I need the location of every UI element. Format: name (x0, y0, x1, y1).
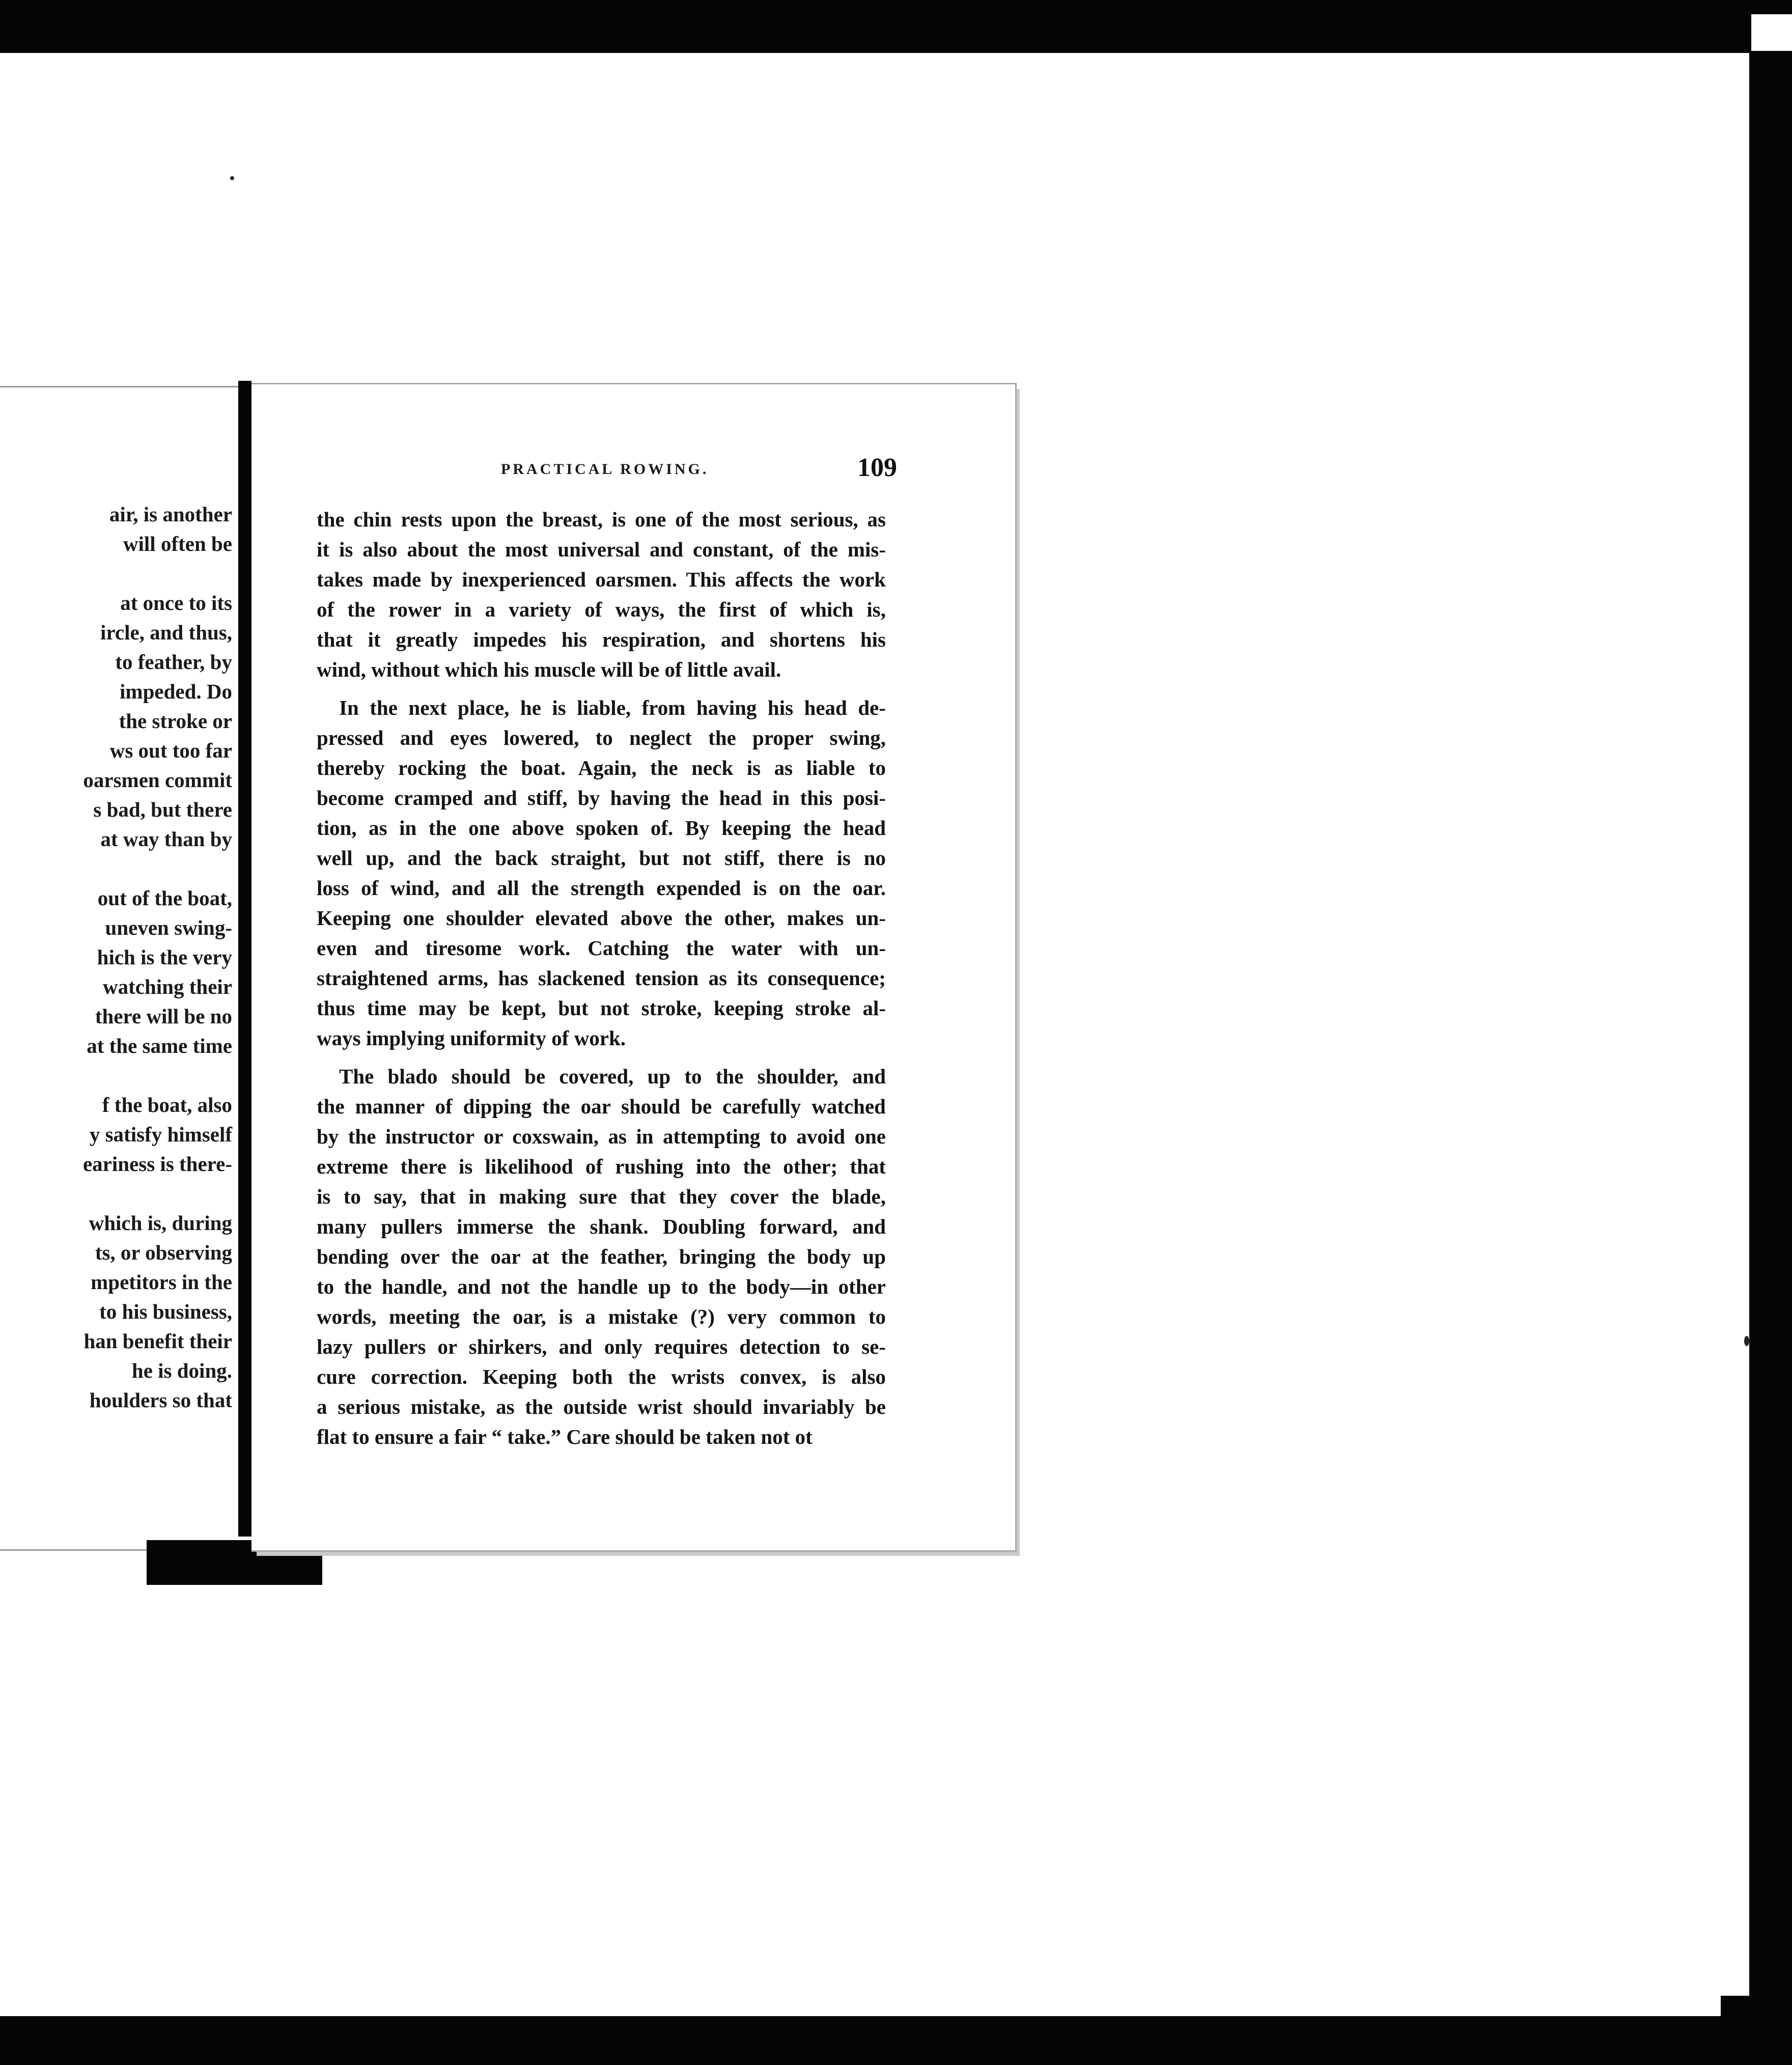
text-line: pressed and eyes lowered, to neglect the proper swing, (317, 726, 886, 749)
text-line: by the instructor or coxswain, as in attempting to avoid one (317, 1125, 886, 1148)
left-page-line: y satisfy himself (89, 1123, 232, 1146)
film-speck (230, 176, 234, 180)
left-page-line: hich is the very (97, 945, 232, 969)
left-page-line: oarsmen commit (83, 768, 232, 792)
text-line: bending over the oar at the feather, bringing the body up (317, 1245, 886, 1268)
paragraph (317, 1062, 886, 1452)
text-line: lazy pullers or shirkers, and only requires detection to se- (317, 1335, 886, 1358)
left-page-line: to his business, (99, 1300, 232, 1323)
left-page-line: ts, or observing (95, 1241, 232, 1264)
text-line: tion, as in the one above spoken of. By keeping the head (317, 816, 886, 840)
left-page-line: to feather, by (115, 650, 232, 674)
paragraph (317, 693, 886, 1053)
bottom-frame-bar-edge (1721, 1996, 1792, 2026)
left-page (0, 386, 241, 1551)
left-page-line: impeded. Do (120, 680, 232, 703)
text-line: thus time may be kept, but not stroke, keeping stroke al- (317, 996, 886, 1020)
text-line: The blado should be covered, up to the shoulder, and (339, 1065, 886, 1088)
left-page-line: air, is another (109, 503, 232, 526)
text-line: the manner of dipping the oar should be carefully watched (317, 1095, 886, 1118)
left-page-line: watching their (103, 975, 232, 998)
left-page-line: will often be (123, 532, 232, 555)
running-head: PRACTICAL ROWING. (501, 461, 709, 478)
left-page-line: mpetitors in the (91, 1270, 232, 1294)
text-line: flat to ensure a fair “ take.” Care should be taken not ot (317, 1425, 813, 1448)
text-line: takes made by inexperienced oarsmen. This affects the work (317, 568, 886, 591)
text-line: become cramped and stiff, by having the head in this posi- (317, 786, 886, 810)
text-line: loss of wind, and all the strength expended is on the oar. (317, 876, 886, 900)
text-line: wind, without which his muscle will be of little avail. (317, 658, 781, 681)
film-speck (1744, 1336, 1749, 1346)
bottom-frame-bar (0, 2016, 1792, 2065)
text-line: Keeping one shoulder elevated above the other, makes un- (317, 906, 886, 930)
top-frame-bar-inner (0, 12, 1751, 53)
right-frame-bar (1749, 51, 1792, 2036)
paragraph (317, 505, 886, 685)
left-page-line: at once to its (120, 591, 232, 615)
left-page-line: uneven swing- (105, 916, 232, 939)
left-page-line: s bad, but there (93, 798, 232, 821)
right-page (251, 383, 1017, 1552)
body-text (317, 505, 886, 1452)
left-page-line: ws out too far (109, 739, 232, 762)
left-page-line: there will be no (95, 1004, 232, 1028)
text-line: is to say, that in making sure that they cover the blade, (317, 1185, 886, 1208)
left-page-line: f the boat, also (102, 1093, 232, 1117)
text-line: ways implying uniformity of work. (317, 1026, 626, 1050)
text-line: words, meeting the oar, is a mistake (?) very common to (317, 1305, 886, 1328)
text-line: the chin rests upon the breast, is one of the most serious, as (317, 508, 886, 531)
text-line: even and tiresome work. Catching the water with un- (317, 936, 886, 960)
text-line: it is also about the most universal and constant, of the mis- (317, 538, 886, 561)
left-page-line: the stroke or (119, 709, 232, 733)
left-page-line: han benefit their (83, 1329, 232, 1353)
left-page-line: eariness is there- (82, 1152, 232, 1176)
left-page-line: at the same time (87, 1034, 232, 1057)
text-line: cure correction. Keeping both the wrists convex, is also (317, 1365, 886, 1388)
left-page-line: out of the boat, (97, 886, 232, 910)
text-line: well up, and the back straight, but not stiff, there is no (317, 846, 886, 870)
page-number: 109 (857, 453, 897, 482)
text-line: many pullers immerse the shank. Doubling forward, and (317, 1215, 886, 1238)
text-line: of the rower in a variety of ways, the first of which is, (317, 598, 886, 621)
left-page-line: ircle, and thus, (100, 621, 232, 644)
left-page-line: at way than by (100, 827, 232, 851)
text-line: that it greatly impedes his respiration, and shortens his (317, 628, 886, 651)
text-line: a serious mistake, as the outside wrist should invariably be (317, 1395, 886, 1418)
text-line: thereby rocking the boat. Again, the neck is as liable to (317, 756, 886, 779)
text-line: In the next place, he is liable, from having his head de- (339, 696, 886, 719)
left-page-line: houlders so that (89, 1388, 232, 1412)
text-line: straightened arms, has slackened tension as its consequence; (317, 966, 886, 990)
left-page-line: he is doing. (131, 1359, 232, 1382)
text-line: to the handle, and not the handle up to the body—in other (317, 1275, 886, 1298)
text-line: extreme there is likelihood of rushing into the other; that (317, 1155, 886, 1178)
book-spine (238, 381, 251, 1537)
left-page-line: which is, during (89, 1211, 232, 1235)
